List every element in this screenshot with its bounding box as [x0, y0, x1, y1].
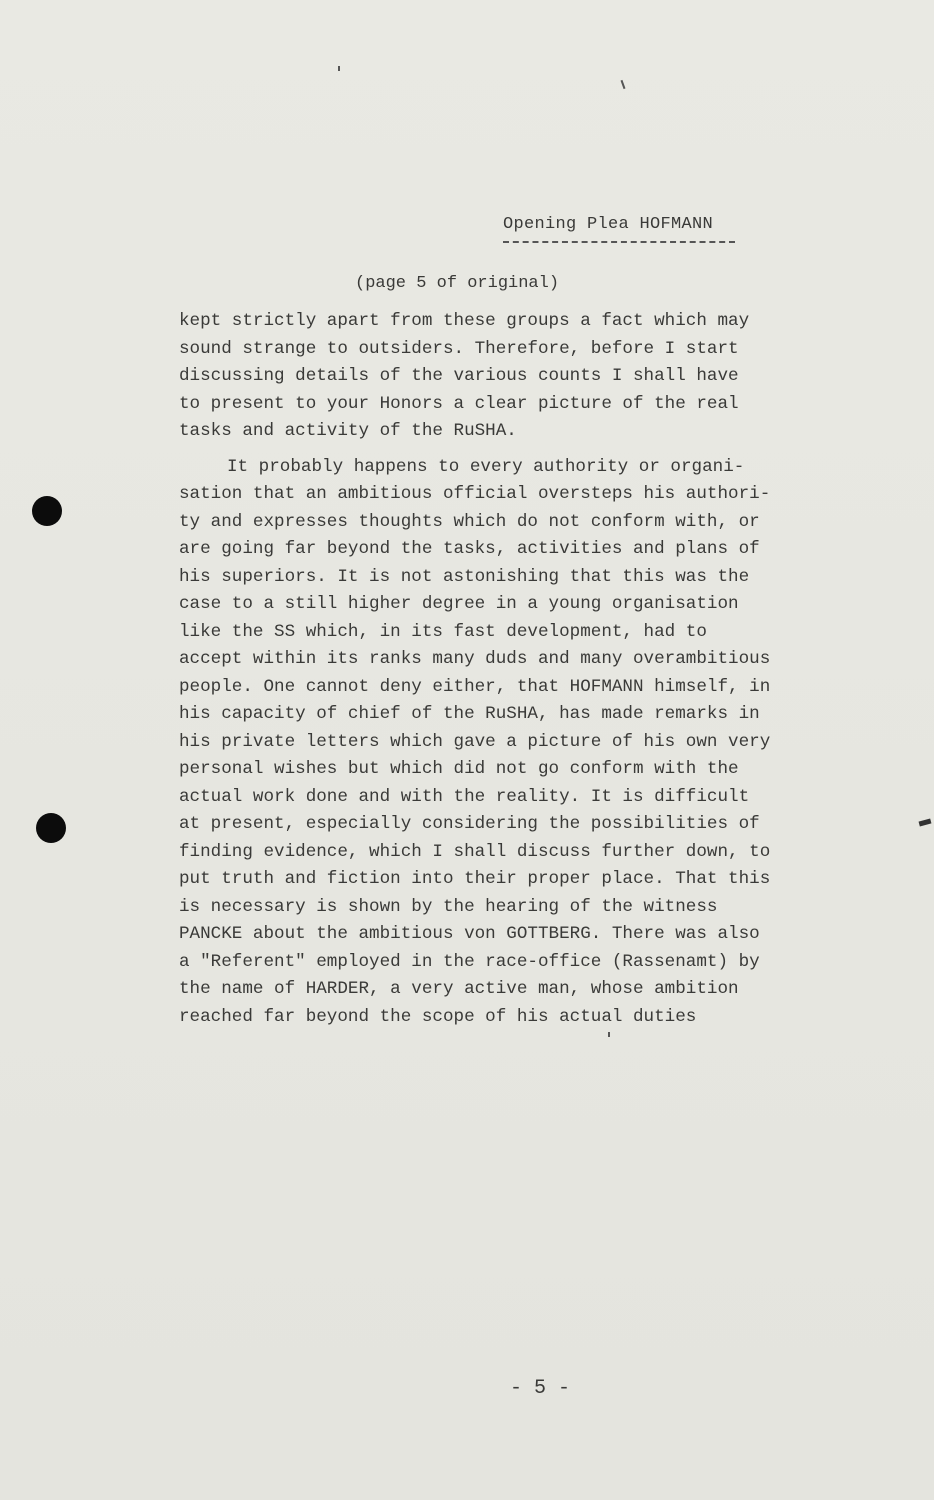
- ink-speck: [621, 80, 626, 89]
- text-line: ty and expresses thoughts which do not conform with, or: [179, 511, 760, 532]
- text-line: tasks and activity of the RuSHA.: [179, 421, 517, 441]
- page-number: - 5 -: [510, 1377, 571, 1400]
- text-line: PANCKE about the ambitious von GOTTBERG. There was also: [179, 924, 760, 944]
- text-line: accept within its ranks many duds and many overambitious: [179, 649, 771, 669]
- text-line: are going far beyond the tasks, activities and plans of: [179, 539, 760, 559]
- text-line: people. One cannot deny either, that HOFMANN himself, in: [179, 676, 771, 697]
- document-header-title: Opening Plea HOFMANN: [503, 215, 714, 234]
- ink-speck: [608, 1032, 610, 1037]
- text-line: kept strictly apart from these groups a fact which may: [179, 311, 750, 331]
- text-line: sound strange to outsiders. Therefore, before I start: [179, 338, 739, 359]
- text-line: at present, especially considering the possibilities of: [179, 814, 760, 834]
- text-line: put truth and fiction into their proper place. That this: [179, 869, 771, 889]
- ink-speck: [919, 819, 932, 827]
- text-line: sation that an ambitious official oversteps his authori-: [179, 484, 771, 504]
- text-line: discussing details of the various counts I shall have: [179, 366, 739, 386]
- punch-hole: [32, 496, 62, 526]
- ink-speck: [338, 66, 340, 71]
- text-line: his capacity of chief of the RuSHA, has made remarks in: [179, 704, 760, 724]
- text-line: a "Referent" employed in the race-office (Rassenamt) by: [179, 951, 760, 972]
- text-line: his superiors. It is not astonishing that this was the: [179, 566, 750, 587]
- text-line: case to a still higher degree in a young organisation: [179, 594, 739, 614]
- document-body: [179, 308, 829, 1031]
- header-underline: [503, 241, 735, 243]
- text-line: his private letters which gave a picture of his own very: [179, 731, 771, 752]
- text-line: to present to your Honors a clear picture of the real: [179, 393, 739, 414]
- text-line: the name of HARDER, a very active man, whose ambition: [179, 979, 739, 999]
- text-line: personal wishes but which did not go conform with the: [179, 759, 739, 779]
- paragraph-2: [179, 454, 829, 1032]
- text-line: It probably happens to every authority or organi-: [227, 456, 745, 477]
- text-line: is necessary is shown by the hearing of the witness: [179, 896, 718, 917]
- text-line: reached far beyond the scope of his actual duties: [179, 1006, 697, 1027]
- document-subtitle: (page 5 of original): [355, 274, 560, 293]
- text-line: like the SS which, in its fast development, had to: [179, 621, 707, 642]
- text-line: actual work done and with the reality. It is difficult: [179, 786, 750, 807]
- paragraph-1: [179, 308, 829, 446]
- text-line: finding evidence, which I shall discuss further down, to: [179, 841, 771, 862]
- punch-hole: [36, 813, 66, 843]
